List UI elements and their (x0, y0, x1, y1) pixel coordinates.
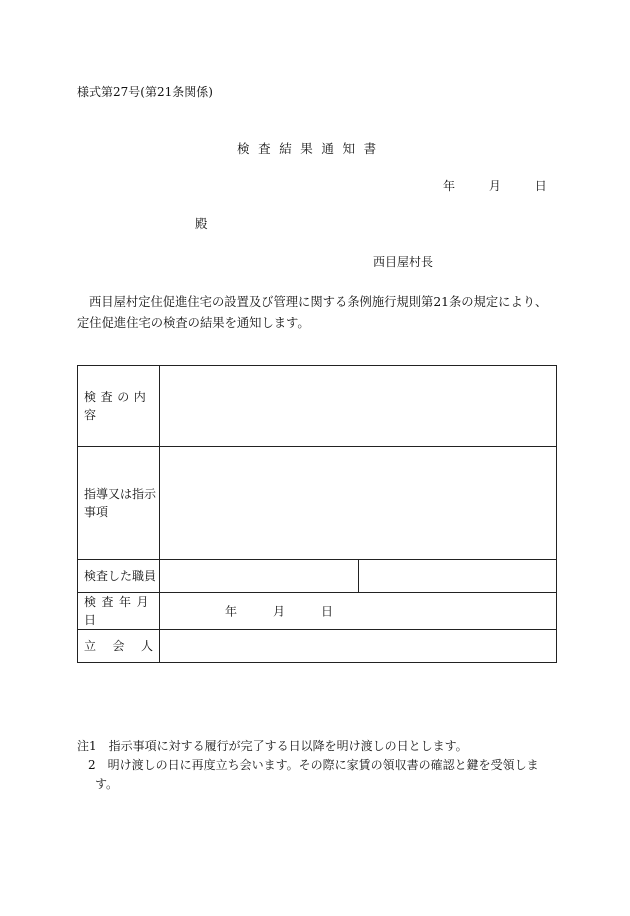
addressee-suffix: 殿 (195, 216, 208, 231)
table-row-witness (78, 630, 557, 663)
inspection-date-month: 月 (273, 604, 286, 619)
issue-date (443, 179, 547, 193)
table-row-staff (78, 560, 557, 593)
note-1: 注1 指示事項に対する履行が完了する日以降を明け渡しの日とします。 (77, 739, 468, 753)
inspection-date-label: 検査年月日 (78, 593, 160, 630)
inspection-content-label: 検査の内容 (78, 366, 160, 447)
document-title: 検査結果通知書 (237, 141, 385, 156)
issue-date-month: 月 (488, 179, 501, 193)
inspection-date-year: 年 (225, 604, 238, 619)
issue-date-day: 日 (534, 179, 547, 193)
inspector-field-1[interactable] (160, 560, 359, 593)
guidance-field[interactable] (160, 447, 557, 560)
inspection-date-field[interactable] (160, 593, 557, 630)
notes (77, 737, 557, 794)
inspector-field-2[interactable] (358, 560, 557, 593)
note-2-continued: す。 (95, 777, 119, 791)
guidance-label: 指導又は指示事項 (78, 447, 160, 560)
witness-label: 立 会 人 (78, 630, 160, 663)
table-row-guidance (78, 447, 557, 560)
issue-date-year: 年 (443, 179, 456, 193)
inspection-content-field[interactable] (160, 366, 557, 447)
table-row-inspection-content (78, 366, 557, 447)
note-2: 2 明け渡しの日に再度立ち会います。その際に家賃の領収書の確認と鍵を受領しま (88, 758, 539, 772)
notification-body: 西目屋村定住促進住宅の設置及び管理に関する条例施行規則第21条の規定により、定住促進住宅の検査の結果を通知します。 (77, 295, 548, 330)
inspection-date-day: 日 (321, 604, 334, 619)
inspector-label: 検査した職員 (78, 560, 160, 593)
witness-field[interactable] (160, 630, 557, 663)
issuer-name: 西目屋村長 (373, 255, 434, 269)
table-row-date (78, 593, 557, 630)
inspection-result-table (77, 365, 557, 663)
form-number: 様式第27号(第21条関係) (77, 85, 213, 99)
